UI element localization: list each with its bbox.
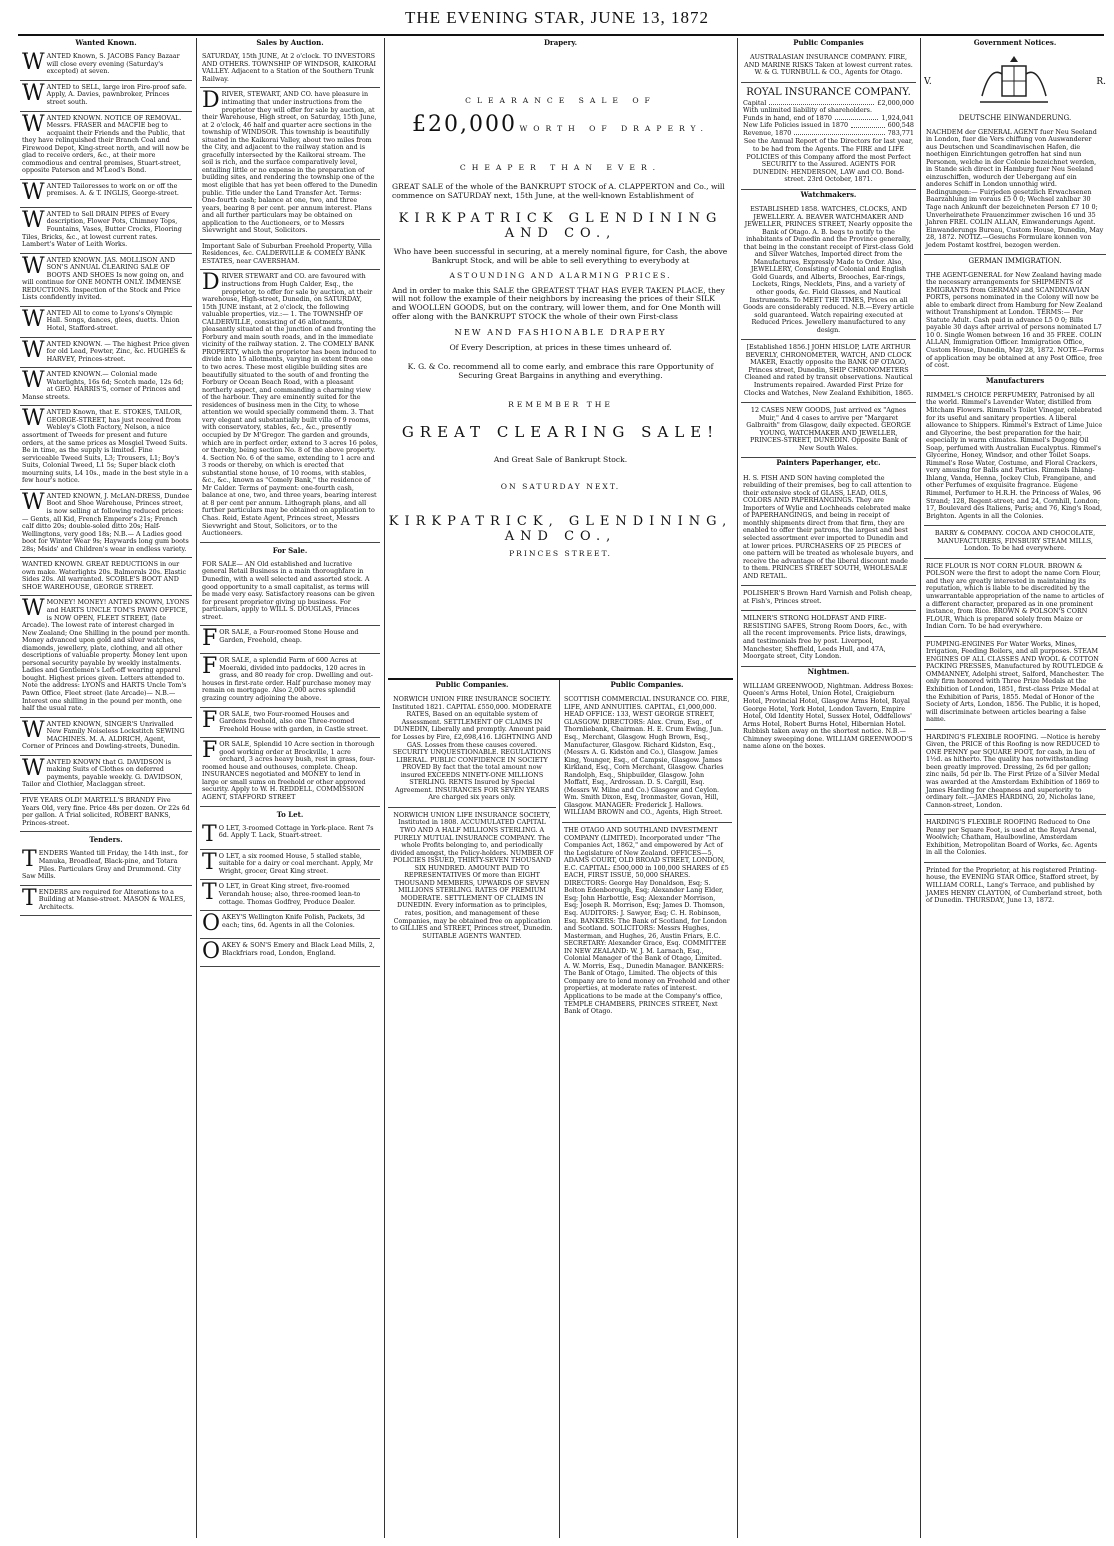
advertisement [20,338,192,369]
advertisement [741,403,916,458]
column-divider [196,38,197,1538]
drop-cap: W [22,406,45,432]
section-heading: Wanted Known. [75,38,137,47]
advertisement [20,406,192,489]
drop-cap: W [22,50,45,76]
ad-text: O LET, a six roomed House, 5 stalled stable, suitable for a dairy or coal merchant. Apply, Mr Wright, grocer, Great King street. [218,851,373,875]
ad-text: NACHDEM der GENERAL AGENT fuer Neu Seeland in London, fuer die Vers chiffung von Auswanderer aus Deutschen und Scandinavischen Hafen, die noethigen Einrichtungen getroffen hat sind nun Personen, welche in der Colonie bezeichnet werden, in Stande sich direct in Hamburg fuer Neu Seeland einzuschiffen, wodurch der Uebergang auf ein anderes Schiff in London unnothig wird. Bedingungen:— Fuirjeden gesetzlich Erwachsenen Baarzahlung im voraus £5 0 0; Wechsel zahlbar 30 Tage nach Ankunft der bezeichneten Person £7 10 0; Unverheirathete Frauenzimmer zwischen 16 und 35 Jahren FREI. COLIN ALLAN, Einwanderungs Agent. Einwanderungs Bureau, Custom House, Dunedin, May 28, 1872. NOTIZ.—Gesuchs Formulare konnen von jedem Postamt kostfrei, bezogen werden. [926,127,1104,249]
ad-text: SCOTTISH COMMERCIAL INSURANCE CO. FIRE, LIFE, AND ANNUITIES. CAPITAL, £1,000,000. HEAD OFFICE: 133, WEST GEORGE STREET, GLASGOW. DIRECTORS: Alex. Crum, Esq., of Thornliebank, Chairman. H. E. Crum Ewing, Jun. Esq., Merchant, Glasgow. Hugh Brown, Esq., Manufacturer, Glasgow. Richard Kidston, Esq., (Messrs A. G. Kidston and Co.), Glasgow. James King, Younger, Esq., of Campsie, Glasgow. James Kirkland, Esq., Corn Merchant, Glasgow. Charles Randolph, Esq., Shipbuilder, Glasgow. John Moffatt, Esq., Ardrossan. D. S. Cargill, Esq. (Messrs W. Milne and Co.) Glasgow and Ceylon. Wm. Smith Dixon, Esq, Ironmaster, Govan, Hill, Glasgow. MANAGER: Frederick J. Hallows. WILLIAM BROWN and CO., Agents, High Street. [564,695,730,817]
advertisement [20,794,192,832]
ad-text: ANTED All to come to Lyons's Olympic Hall. Songs, dances, glees, duetts. Union Hotel, Stafford-street. [46,308,180,333]
advertisement [200,911,380,939]
column-divider [384,38,385,1538]
ad-text: H. S. FISH AND SON having completed the rebuilding of their premises, beg to call attention to their extensive stock of GLASS, LEAD, OILS, COLORS AND PAPERHANGINGS. They are Importers of Wylie and Lochheads celebrated make of PAPERHANGINGS, and being in receipt of monthly shipments direct from that firm, they are enabled to offer their patrons, the largest and best selected assortment ever imported to Dunedin and at lower prices. PURCHASERS OF 25 PIECES of one pattern will be treated as wholesale buyers, and receive the advantage of the liberal discount made to them. PRINCES STREET SOUTH, WHOLESALE AND RETAIL. [743,473,914,580]
figure-label: Funds in hand, end of 1870 [743,113,832,122]
advertisement [741,611,916,666]
advertisement [924,730,1106,815]
drapery-line: REMEMBER THE [508,400,613,410]
drapery-line: Of Every Description, at prices in these times unheard of. [449,343,672,353]
advertisement [20,254,192,307]
figure-label: With unlimited liability of shareholders. [743,106,872,115]
printer-imprint [924,863,1106,910]
drapery-line: PRINCES STREET. [509,549,612,559]
drapery-line: CHEAPER THAN EVER. [459,163,662,173]
figure-label: New Life Policies issued in 1870 [743,121,849,130]
ad-text: OR SALE, two Four-roomed Houses and Gardens freehold, also one Three-roomed Freehold House with garden, in Castle street. [219,709,368,733]
advertisement [200,270,380,542]
drop-cap: D [202,270,220,296]
drop-cap: W [22,179,45,205]
section-heading: Nightmen. [807,666,850,676]
notice-title: GERMAN IMMIGRATION. [968,257,1062,266]
ad-text: O LET, 3-roomed Cottage in York-place. Rent 7s 6d. Apply T. Lack, Stuart-street. [218,823,374,840]
ad-text: Printed for the Proprietor, at his registered Printing-house, the EVENING STAR Office, Stafford street, by WILLIAM CORLL, Lang's Terrace, and published by JAMES HENRY CLAYTON, of Cumberland street, both of Dunedin. THURSDAY, June 13, 1872. [926,865,1102,905]
ad-text: AKEY & SON'S Emery and Black Lead Mills, 2, Blackfriars road, London, England. [222,941,375,957]
ad-text: MILNER'S STRONG HOLDFAST AND FIRE-RESISTING SAFES, Strong Room Doors, &c., with all the recent improvements. Price lists, drawings, and testimonials free by post. Liverpool, Manchester, Sheffield, Leeds Hull, and 47A, Moorgate street, City London. [743,614,908,661]
ad-text: OR SALE, a splendid Farm of 600 Acres at Moeraki, divided into paddocks, 120 acres in grass, and 80 ready for crop. Dwelling and out-houses in first-rate order. Half purchase money may remain on mortgage. Also 2,000 acres splendid grazing country adjoining the above. [202,656,373,702]
figure-value: 783,771 [887,128,914,137]
advertisement [741,471,916,587]
ad-text: ANTED Tailoresses to work on or off the premises. A. & T. INGLIS, George-street. [46,181,179,198]
firm-name: KIRKPATRICK GLENDINING AND CO., [398,211,723,242]
ad-text: ANTED Known, that E. STOKES, TAILOR, GEORGE-STREET, has just received from Webley's Cloth Factory, Nelson, a nice assortment of Tweeds for present and future orders, at the same prices as Mosgiel Tweed Suits. Be in time, as the supply is limited. Fine serviceable Tweed Suits, L3; Trousers, L1; Boy's Suits, Colonial Tweed, L1 5s; Super black cloth mourning suits, L4 10s., made in the best style in a few hour's notice. [22,408,189,485]
advertisement [924,526,1106,559]
advertisement [562,692,732,823]
advertisement [924,815,1106,863]
ad-text: THE AGENT-GENERAL for New Zealand having made the necessary arrangements for SHIPMENTS of EMIGRANTS from GERMAN and SCANDINAVIAN PORTS, persons nominated in the Colony will now be able to embark direct from Hamburg for New Zealand without Transhipment at London. TERMS:— Per Statute Adult. Cash paid in advance L5 0 0; Bills payable 30 days after arrival of persons nominated L7 10 0. Single Women between 16 and 35 FREE. COLIN ALLAN, Immigration Officer. Immigration Office, Custom House, Dunedin, May 28, 1872. NOTE—Forms of application may be obtained at any Post Office, free of cost. [926,270,1104,370]
sale-amount: £20,000 [412,112,518,138]
drop-cap: O [202,939,221,965]
drop-cap: W [22,337,45,363]
column-divider [737,38,738,1538]
drop-cap: W [22,489,45,515]
advertisement [200,50,380,88]
advertisement [741,50,916,83]
ad-text: See the Annual Report of the Directors for last year, to be had from the Agents. The FIRE and LIFE POLICIES of this Company afford the most Perfect SECURITY to the Assured. AGENTS FOR DUNEDIN: HENDERSON, LAW and CO. Bond-street. 23rd October, 1871. [743,137,914,184]
ad-text: ANTED KNOWN that G. DAVIDSON is making Suits of Clothes on deferred payments, payable weekly. G. DAVIDSON, Tailor and Clothier, Maclaggan street. [22,757,183,789]
ad-text: FIVE YEARS OLD! MARTELL'S BRANDY Five Years Old, very fine. Price 48s per dozen. Or 22s 6d per gallon. A Trial solicited, ROBERT BANKS, Princes-street. [22,796,190,827]
column-wanted-known [20,38,192,1538]
advertisement [20,368,192,406]
ad-text: ANTED KNOWN.— Colonial made Waterlights, 16s 6d; Scotch made, 12s 6d; at GEO. HARRIS'S, corner of Princes and Manse streets. [22,370,184,401]
drop-cap: T [22,847,37,873]
drop-cap: W [22,207,45,233]
ad-title: ROYAL INSURANCE COMPANY. [746,86,911,98]
drop-cap: W [22,717,45,743]
ad-text: RICE FLOUR IS NOT CORN FLOUR. BROWN & POLSON were the first to adopt the name Corn Flour, and they are greatly interested in maintaining its reputation, which is liable to be discredited by the unwarrantable appropriation of the name to articles of a different character, prepared as in one prominent instance, from Rice. BROWN & POLSON'S CORN FLOUR, Which is prepared solely from Maize or Indian Corn. To be had everywhere. [926,561,1104,631]
drapery-line: CLEARANCE SALE OF [465,96,656,106]
dot-leader [851,122,884,128]
advertisement [200,626,380,654]
drapery-paragraph: And in order to make this SALE the GREATEST THAT HAS EVER TAKEN PLACE, they will not follow the example of their neighbors by increasing the prices of their SILK and WOOLLEN GOODS, but on the contrary, will lower them, and for One Month will offer along with the BANKRUPT STOCK the whole of their own First-class [392,285,725,322]
figure-value: 1,924,041 [881,113,914,122]
section-heading: Public Companies. [610,680,684,689]
advertisement [20,756,192,794]
ad-list [20,50,192,832]
advertisement [20,112,192,180]
drop-cap: F [202,626,218,652]
advertisement [20,886,192,917]
crest-letter: V. [924,76,932,87]
drop-cap: W [22,306,45,332]
advertisement [20,847,192,885]
drop-cap: W [22,111,45,137]
drapery-line: ON SATURDAY NEXT. [500,481,621,491]
ad-list [200,50,380,542]
ad-text: AKEY'S Wellington Knife Polish, Packets, 3d each; tins, 6d. Agents in all the Colonies. [222,913,365,929]
masthead-rule [18,34,1104,36]
advertisement [200,240,380,271]
dot-leader [769,100,874,106]
figure-label: Capital [743,98,767,107]
drop-cap: T [202,880,217,906]
advertisement [200,738,380,806]
advertisement [741,340,916,403]
coat-of-arms-icon [972,52,1056,112]
advertisement [20,180,192,208]
drop-cap: F [202,738,218,764]
ad-text: ESTABLISHED 1858. WATCHES, CLOCKS, AND JEWELLERY. A. BEAVER WATCHMAKER AND JEWELLER, PRINCES STREET, Nearly opposite the Bank of Otago. A. B. begs to notify to the inhabitants of Dunedin and the Province generally, that being in the constant receipt of First-class Gold and Silver Watches, Imported direct from the Manufactures, Expressly Made to Order. Also, JEWELLERY, Consisting of Colonial and English Gold Guards, and Alberts, Brooches, Ear-rings, Lockets, Rings, Necklets, Pins, and a variety of other goods, &c. Field Glasses, and Nautical Instruments. To MEET THE TIMES, Prices on all Goods are considerably reduced. N.B.—Every article sold guaranteed. Watch repairing executed at Reduced Prices. Jewellery manufactured to any design. [743,204,914,334]
column-sales-by-auction [200,38,380,1538]
ad-text: OR SALE, Splendid 10 Acre section in thorough good working order at Brockville, 1 acre orchard, 3 acres heavy bush, rest in grass, four-roomed house and outhouses, complete. Cheap. INSURANCES negotiated and MONEY to lend in large or small sums on freehold or other approved security. Apply to W. H. REDDELL, COMMISSION AGENT, STAFFORD STREET [202,740,376,801]
ad-text: RIVER STEWART and CO. are favoured with instructions from Hugh Calder, Esq., the proprietor, to offer for sale by auction, at their warehouse, High-street, Dunedin, on SATURDAY, 15th JUNE instant, at 2 o'clock, the following valuable properties, viz.:— 1. The TOWNSHIP OF CALDERVILLE, consisting of 46 allotments, pleasantly situated at the junction of and fronting the Forbury and main south roads, and in the immediate vicinity of the railway station. 2. The COMELY BANK PROPERTY, which the proprietor has been induced to divide into 15 allotments, varying in extent from one to two acres. These most eligible building sites are beautifully situated to the south of and fronting the Forbury or Ocean Beach Road, with a pleasant northerly aspect, and commanding a charming view of the harbour. They are eminently suited for the residences of business men in the City, to whose attention we would specially commend them. 3. That very elegant and substantially built villa of 9 rooms, with conservatory, stables, &c., &c., presently occupied by Dr M'Gregor. The garden and grounds, which are in perfect order, extend to 3 acres 16 poles, or thereby, being section No. 8 of the above property. 4. Section No. 6 of the same, extending to 1 acre and 3 roods or thereby, on which is erected that substantial stone house, of 10 rooms, with stables, &c., &c., known as "Comely Bank," the residence of Mr Calder. Terms of payment: one-fourth cash, balance at one, two, and three years, bearing interest at 8 per cent per annum. Lithograph plans, and all further particulars may be obtained on application to Chas. Reid, Estate Agent, Princes street, Messrs Sievwright and Stout, Solicitors, or to the Auctioneers. [202,272,378,538]
drapery-paragraph: K. G. & Co. recommend all to come early, and embrace this rare Opportunity of Securing Great Bargains in anything and everything. [407,362,714,381]
advertisement [388,692,556,808]
drop-cap: W [22,755,45,781]
ad-text: HARDING'S FLEXIBLE ROOFING. —Notice is hereby Given, the PRICE of this Roofing is now REDUCED to ONE PENNY per SQUARE FOOT, for cash, in lieu of 1½d. as hitherto. The quality has notwithstanding been greatly improved. Dressing, 2s 6d per gallon; zinc nails, 5d per lb. The First Prize of a Silver Medal was awarded at the Amsterdam Exhibition of 1869 to James Harding for cheapness and superiority to ordinary felt.—JAMES HARDING, 20, Nicholas lane, Cannon-street, London. [926,732,1100,809]
drop-cap: F [202,654,218,680]
section-heading: Painters Paperhanger, etc. [776,458,881,468]
ad-text: ANTED Known, S. JACOBS Fancy Bazaar will close every evening (Saturday's excepted) at seven. [46,52,180,76]
advertisement [924,125,1106,256]
drop-cap: W [22,80,45,106]
firm-name: KIRKPATRICK, GLENDINING, AND CO., [388,513,733,544]
dot-leader [794,130,884,136]
ad-text: ANTED to Sell DRAIN PIPES of Every description, Flower Pots, Chimney Tops, Fountains, Vases, Butter Crocks, Flooring Tiles, Bricks, &c., at lowest current rates. Lambert's Water of Leith Works. [22,209,182,249]
ad-text: FOR SALE— AN Old established and lucrative general Retail Business in a main thoroughfare in Dunedin, with a well selected and assorted stock. A good opportunity to a small capitalist, as terms will be made very easy. Satisfactory reasons can be given for present proprietor giving up business. For particulars, apply to WILL S. DOUGLAS, Princes street. [202,559,375,621]
section-heading: To Let. [276,809,304,819]
ad-text: ANTED KNOWN. — The highest Price given for old Lead, Pewter, Zinc, &c. HUGHES & HARVEY, Princes-street. [46,339,190,363]
advertisement [200,880,380,911]
advertisement [924,388,1106,526]
advertisement [20,490,192,558]
column-government-notices [924,38,1106,1538]
figure-value: £2,000,000 [877,98,914,107]
advertisement [20,307,192,338]
drapery-line: ASTOUNDING AND ALARMING PRICES. [449,270,672,280]
advertisement [200,88,380,239]
drop-cap: W [22,596,45,622]
ad-text: HARDING'S FLEXIBLE ROOFING Reduced to One Penny per Square Foot, is used at the Royal Arsenal, Woolwich; Chatham, Haulbowline, Amsterdam Exhibition, Metropolitan Board of Works, &c. Agents in all the Colonies. [926,818,1098,857]
figure-label: Revenue, 1870 [743,128,792,137]
advertisement [741,586,916,611]
ad-text: [Established 1856.] JOHN HISLOP, LATE ARTHUR BEVERLY, CHRONOMETER, WATCH, AND CLOCK MAKER, Exactly opposite the BANK OF OTAGO, Princes street, Dunedin, SHIP CHRONOMETERS Cleaned and rated by transit observations. Nautical Instruments repaired. Awarded First Prize for Clocks and Watches, New Zealand Exhibition, 1865. [743,343,914,397]
section-heading: Watchmakers. [800,189,857,199]
advertisement [20,718,192,756]
ad-text: Important Sale of Suburban Freehold Property, Villa Residences, &c. CALDERVILLE & COMELY BANK ESTATES, near CAVERSHAM. [202,241,372,265]
ad-text: ANTED KNOWN. NOTICE OF REMOVAL. Messrs. FRASER and MACFIE beg to acquaint their Friends and the Public, that they have relinquished their Branch Coal and Firewood Depot, King-street north, and will now be glad to receive orders, &c., at their more commodious and central premises, Stuart-street, opposite Paterson and M'Leod's Bond. [22,113,190,175]
advertisement [200,654,380,707]
ad-list [200,822,380,967]
ad-text: 12 CASES NEW GOODS, Just arrived ex "Agnes Muir," And 4 cases to arrive per "Margaret Galbraith" from Glasgow, daily expected. GEORGE YOUNG, WATCHMAKER AND JEWELLER, PRINCES-STREET, DUNEDIN. Opposite Bank of New South Wales. [746,406,911,452]
public-companies-right [562,680,732,1538]
drapery-advertisement [388,38,733,680]
advertisement [741,202,916,340]
drapery-paragraph: GREAT SALE of the whole of the BANKRUPT STOCK of A. CLAPPERTON and Co., will commence on SATURDAY next, 15th June, at the well-known Establishment of [392,182,725,201]
drop-cap: O [202,911,221,937]
ad-text: RIVER, STEWART, AND CO. have pleasure in intimating that under instructions from the proprietor they will offer for sale by auction, at their Warehouse, High street, on Saturday, 15th June, at 2 o'clock, 46 half and quarter acre sections in the township of WINDSOR. This township is beautifully situated in the Kaikorai Valley, about two miles from the City, and adjacent to the railway station and is gracefully intersected by the Kaikorai stream. The soil is rich, and the surface comparatively level, entailing little or no expense in the preparation of building sites, and rendering the township one of the most eligible that has yet been offered to the Dunedin public. Title under the Land Transfer Act. Terms: One-fourth cash; balance at one, two, and three years, bearing 8 per cent. per annum interest. Plans and all further particulars may be obtained on application to the Auctioneers, or to Messrs Sievwright and Stout, Solicitors. [202,90,378,235]
ad-text: ANTED KNOWN, SINGER'S Unrivalled New Family Noiseless Lockstitch SEWING MACHINES. M. A. ALDRICH, Agent, Corner of Princes and Dowling-streets, Dunedin. [22,719,185,751]
ad-text: BARRY & COMPANY. COCOA AND CHOCOLATE, MANUFACTURERS, FINSBURY STEAM MILLS, London. To be had everywhere. [934,529,1096,553]
figures-table [743,100,914,138]
column-divider [920,38,921,1538]
drop-cap: F [202,707,218,733]
drapery-line: WORTH OF DRAPERY. [519,124,709,134]
royal-crest [924,50,1106,114]
ad-list [200,558,380,807]
advertisement [20,50,192,81]
ad-text: WILLIAM GREENWOOD, Nightman. Address Boxes: Queen's Arms Hotel, Union Hotel, Craigieburn Hotel, Provincial Hotel, Glasgow Arms Hotel, Royal George Hotel, York Hotel, London Tavern, Empire Hotel, Old Identity Hotel, Sussex Hotel, Oddfellows' Arms Hotel, Robert Burns Hotel, Hibernian Hotel. Rubbish taken away on the shortest notice. N.B.—Chimney sweeping done. WILLIAM GREENWOOD'S name alone on the boxes. [743,681,914,751]
drop-cap: T [202,849,217,875]
drop-cap: T [22,885,37,911]
ad-text: POLISHER'S Brown Hard Varnish and Polish cheap, at Fish's, Princes street. [743,589,913,605]
advertisement [20,596,192,717]
advertisement [20,558,192,596]
ad-text: RIMMEL'S CHOICE PERFUMERY, Patronised by all the world. Rimmel's Lavender Water, distilled from Mitcham Flowers. Rimmel's Toilet Vinegar, celebrated for its useful and sanitary properties. A liberal allowance to Shippers. Rimmel's Extract of Lime Juice and Glycerine, the best preparation for the hair, especially in warm climates. Rimmel's Dugong Oil Soap, perfumed with Australian Eucalyptus. Rimmel's Glycerine, Honey, Windsor, and other Toilet Soaps. Rimmel's Rose Water, Costume, and Floral Crackers, very amusing for Balls and Parties. Rimmels Ihlang-Ihlang, Vanda, Henna, Jockey Club, Frangipane, and other Perfumes of exquisite fragrance. Eugene Rimmel, Perfumer to H.R.H. the Princess of Wales, 96 Strand; 128, Regent-street; and 24, Cornhill, London; 17, Boulevard des Italiens, Paris; and 76, King's Road, Brighton. Agents in all the Colonies. [926,390,1103,520]
ad-text: ENDERS are required for Alterations to a Building at Manse-street. MASON & WALES, Architects. [38,887,186,911]
public-companies-left [388,680,560,1538]
drop-cap: T [202,821,217,847]
section-heading: Public Companies. [435,680,509,689]
ad-text: NORWICH UNION FIRE INSURANCE SOCIETY. Instituted 1821. CAPITAL £550,000. MODERATE RATES, Based on an equitable system of Assessment. SETTLEMENT OF CLAIMS IN DUNEDIN, Liberally and promptly. Amount paid for Losses by Fire, £2,698,416. LIGHTNING AND GAS. Losses from these causes covered. SECURITY UNQUESTIONABLE. REGULATIONS LIBERAL. PUBLIC CONFIDENCE IN SOCIETY PROVED By fact that the total amount now insured EXCEEDS NINETY-ONE MILLIONS STERLING. RENTS Insured by Special Agreement. INSURANCES FOR SEVEN YEARS Are charged six years only. [391,695,553,802]
dot-leader [835,115,878,121]
ad-text: MONEY! MONEY! ANTED KNOWN, LYONS and HARTS UNCLE TOM'S PAWN OFFICE, is NOW OPEN, FLEET STREET, (late Arcade). The lowest rate of interest charged in New Zealand; One Shilling in the pound per month. Money advanced upon gold and silver watches, diamonds, jewellery, plate, clothing, and all other descriptions of valuable property. Money lent upon personal security payable by weekly instalments. Ladies and Gentlemen's Left-off wearing apparel bought. Highest prices given. Letters attended to. Note the address: LYONS and HARTS Uncle Tom's Pawn Office, Fleet street (late Arcade)— N.B.—Interest one shilling in the pound per month, one half the usual rate. [22,598,190,713]
drop-cap: W [22,368,45,394]
advertisement [924,268,1106,376]
masthead: THE EVENING STAR, JUNE 13, 1872 [405,8,709,27]
ad-text: ANTED to SELL, large iron Fire-proof safe. Apply, A. Davies, pawnbroker, Princes street south. [46,82,187,106]
ad-text: NORWICH UNION LIFE INSURANCE SOCIETY, Instituted in 1808. ACCUMULATED CAPITAL TWO AND A HALF MILLIONS STERLING. A PURELY MUTUAL INSURANCE COMPANY. The whole Profits belonging to, and periodically divided amongst, the Policy-holders. NUMBER OF POLICIES ISSUED, THIRTY-SEVEN THOUSAND SIX HUNDRED. AMOUNT PAID TO REPRESENTATIVES Of more than EIGHT THOUSAND MEMBERS, UPWARDS OF SEVEN MILLIONS STERLING. RATES OF PREMIUM MODERATE. SETTLEMENT OF CLAIMS IN DUNEDIN. Every information as to principles, rates, position, and management of these Companies, may be obtained free on application to GILLIES and STREET, Princes street, Dunedin. SUITABLE AGENTS WANTED. [390,810,554,940]
ad-text: ENDERS Wanted till Friday, the 14th inst., for Manuka, Broadleaf, Black-pine, and Totara Piles. Particulars Gray and Drummond. City Saw Mills. [22,849,189,881]
advertisement [741,83,916,190]
section-heading: Sales by Auction. [256,38,324,47]
public-companies-block [388,680,733,1538]
ad-text: O LET, in Great King street, five-roomed Verandah house; also, three-roomed lean-to cottage. Thomas Godfrey, Produce Dealer. [218,882,361,906]
advertisement [924,637,1106,730]
ad-list [20,847,192,916]
ad-text: THE OTAGO AND SOUTHLAND INVESTMENT COMPANY (LIMITED). Incorporated under "The Companies Act, 1862," and empowered by Act of the Legislature of New Zealand. OFFICES—5, ADAMS COURT, OLD BROAD STREET, LONDON, E.C. CAPITAL: £500,000 in 100,000 SHARES of £5 EACH, FIRST ISSUE, 50,000 SHARES. DIRECTORS: George Hay Donaldson, Esq; S. Bolton Edenborough, Esq; Alexander Lang Elder, Esq; John Harbottle, Esq; Alexander Morrison, Esq; Joseph R. Morrison, Esq; James D. Thomson, Esq. AUDITORS: J. Sawyer, Esq; C. H. Robinson, Esq. BANKERS: The Bank of Scotland, for London and Scotland. SOLICITORS: Messrs Hughes, Masterman, and Hughes, 26, Austin Friars, E.C. SECRETARY: Alexander Grace, Esq. COMMITTEE IN NEW ZEALAND: W. J. M. Larnach, Esq., Colonial Manager of the Bank of Otago, Limited. A. W. Morris, Esq., Dunedin Manager. BANKERS: The Bank of Otago, Limited. The objects of this Company are to lend money on Freehold and other properties, at moderate rates of interest. Applications to be made at the Company's office, TEMPLE CHAMBERS, PRINCES STREET, Next Bank of Otago. [564,826,730,1016]
drapery-line: NEW AND FASHIONABLE DRAPERY [454,327,667,338]
column-drapery [388,38,733,1538]
section-heading: Government Notices. [973,38,1057,47]
advertisement [562,823,732,1021]
advertisement [200,822,380,850]
drop-cap: D [202,88,220,114]
ad-text: SATURDAY, 15th JUNE, At 2 o'clock. TO INVESTORS AND OTHERS. TOWNSHIP OF WINDSOR, KAIKORAI VALLEY. Adjacent to a Station of the Southern Trunk Railway. [202,52,377,83]
section-heading: Manufacturers [985,375,1045,385]
ad-text: OR SALE, a Four-roomed Stone House and Garden, Freehold, cheap. [219,628,359,644]
ad-text: ANTED KNOWN, J. McLAN-DRESS, Dundee Boot and Shoe Warehouse, Princes street, is now selling at following reduced prices:— Gents, all Kid, French Emperor's 21s; French calf ditto 20s; double-soled ditto 20s; Half-Wellingtons, very good 18s; N.B.— A Ladies good boot for Winter Wear 9s; Haywards long gum boots 28s; Msids' and Children's wear in endless variety. [22,491,190,553]
advertisement [924,559,1106,637]
advertisement [388,808,556,945]
notice-title: DEUTSCHE EINWANDERUNG. [958,114,1072,123]
ad-text: ANTED KNOWN. JAS. MOLLISON AND SON'S ANNUAL CLEARING SALE OF BOOTS AND SHOES Is now going on, and will continue for ONE MONTH ONLY. IMMENSE REDUCTIONS. Inspection of the Stock and Price Lists confidently invited. [22,255,184,302]
drapery-headline: GREAT CLEARING SALE! [401,423,720,442]
advertisement [20,81,192,112]
ad-text: PUMPING-ENGINES For Water Works, Mines, Irrigation, Feeding Boilers, and all purposes. STEAM ENGINES OF ALL CLASSES AND WOOL & COTTON PACKING PRESSES, Manufactured by ROUTLEDGE & OMMANNEY, Adelphi street, Salford, Manchester. The only firm honored with Three Prize Medals at the Exhibition of London, 1851, first-class Prize Medal at the Exhibition of Paris, 1855. Medal of Honor of the Society of Arts, London, 1856. The Public, it is hoped, will discriminate between articles bearing a false name. [926,639,1104,724]
advertisement [20,208,192,254]
section-heading: Drapery. [543,38,578,47]
crest-letter: R. [1096,76,1106,87]
drapery-paragraph: Who have been successful in securing, at a merely nominal figure, for Cash, the above Bankrupt Stock, and will be able to sell everything to everybody at [393,246,728,265]
section-heading: Public Companies [793,38,864,47]
advertisement [741,679,916,756]
drapery-line: And Great Sale of Bankrupt Stock. [493,454,628,464]
drapery-headline [388,112,733,138]
section-heading: For Sale. [272,545,308,555]
advertisement [200,708,380,739]
figures-row [743,130,914,138]
ad-text: AUSTRALASIAN INSURANCE COMPANY. FIRE, AND MARINE RISKS Taken at lowest current rates. W. & G. TURNBULL & CO., Agents for Otago. [744,53,913,77]
column-public-companies [741,38,916,1538]
ad-text: WANTED KNOWN. GREAT REDUCTIONS in our own make. Waterlights 20s. Balmorals 20s. Elastic Sides 20s. All warranted. SCOBLE'S BOOT AND SHOE WAREHOUSE, GEORGE STREET. [22,560,187,591]
advertisement [200,850,380,881]
section-heading: Tenders. [89,835,123,845]
advertisement [200,558,380,626]
advertisement [200,939,380,967]
figure-value: 600,548 [887,121,914,130]
drop-cap: W [22,253,45,279]
